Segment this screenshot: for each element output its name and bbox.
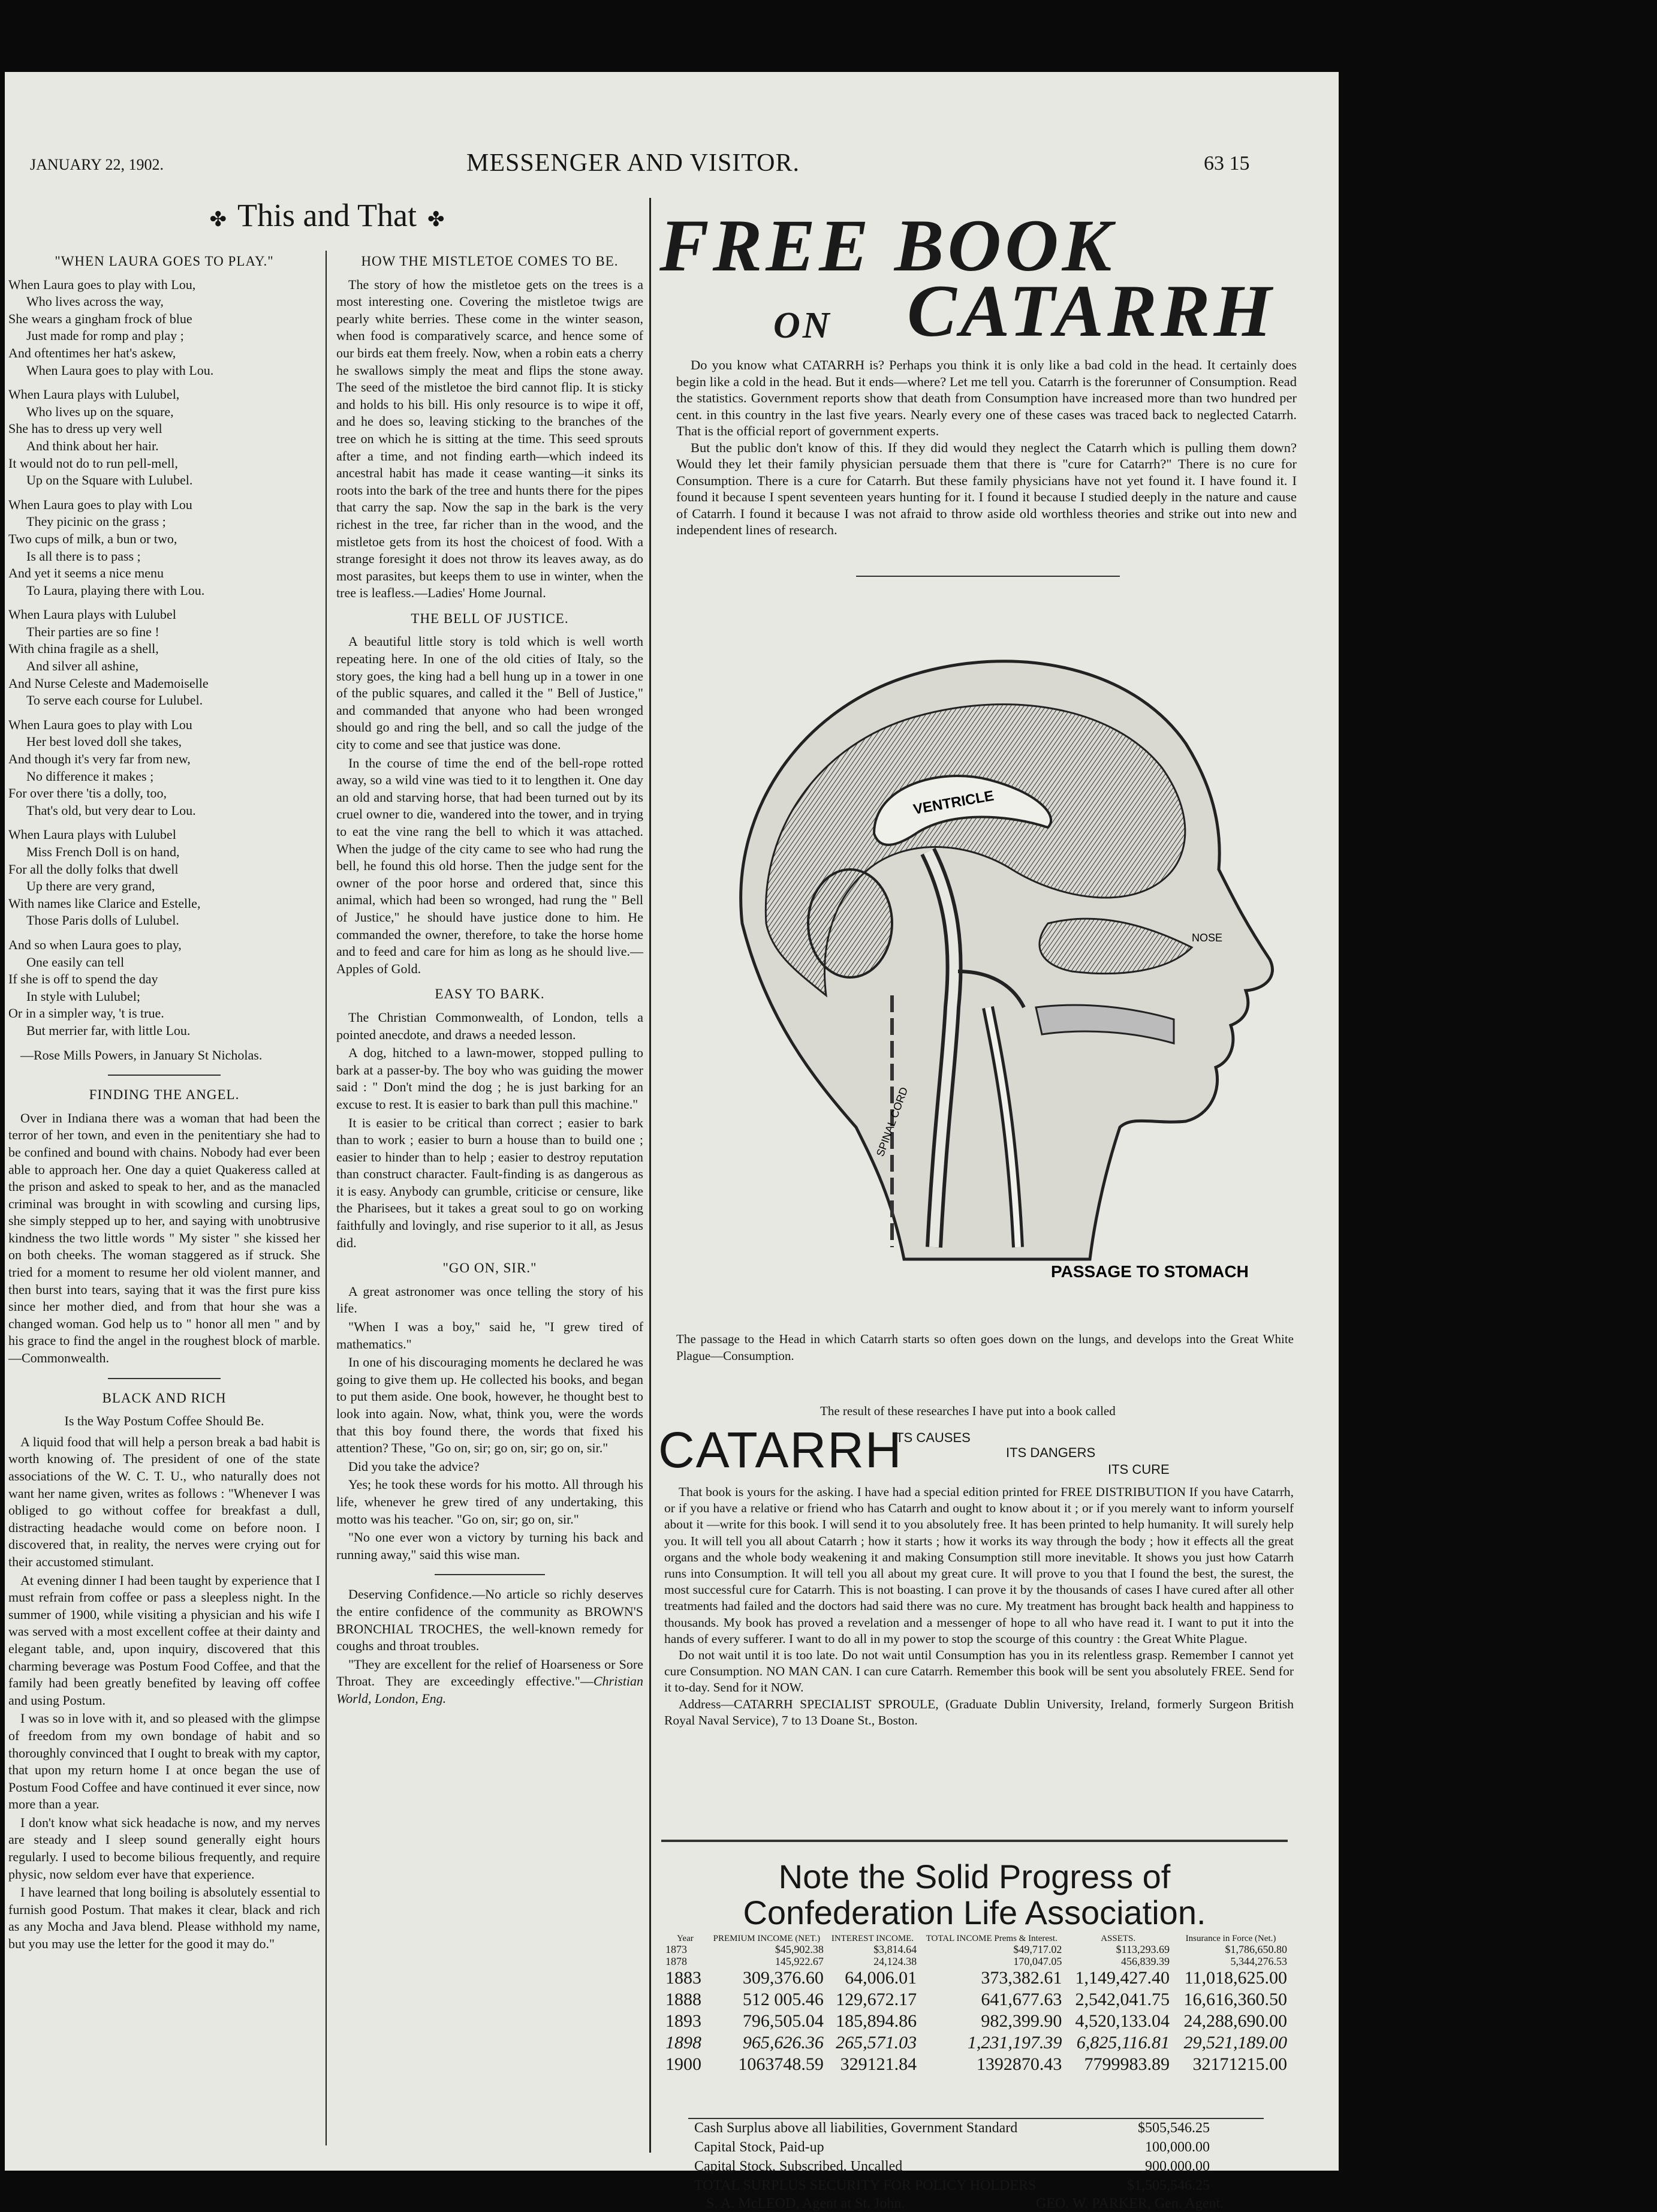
table-header-row (663, 1934, 1290, 1943)
table-cell: 145,922.67 (775, 1955, 824, 1967)
poem-stanza (8, 937, 320, 1040)
table-cell: 1883 (665, 1968, 701, 1988)
book-subtitle: ITS DANGERS (1006, 1445, 1096, 1460)
table-cell: 24,288,690.00 (1183, 2011, 1287, 2031)
poem-stanza (8, 276, 320, 380)
summary-label: Capital Stock, Paid-up (694, 2139, 824, 2155)
table-cell: 170,047.05 (1013, 1955, 1062, 1967)
summary-label: Cash Surplus above all liabilities, Government Standard (694, 2120, 1018, 2136)
go-on-sir-paragraph: Yes; he took these words for his motto. All through his life, whenever he grew tired of any undertaking, this motto was his teacher. "Go on, sir; go on, sir." (336, 1477, 643, 1527)
table-cell: 796,505.04 (742, 2011, 824, 2031)
table-row (663, 1943, 1290, 1955)
label-ventricle: VENTRICLE (912, 787, 995, 818)
poem-line: But merrier far, with little Lou. (26, 1022, 191, 1038)
bell-justice-paragraph: A beautiful little story is told which is well worth repeating here. In one of the old cities of Italy, so the story goes, the king had a bell hung up in a tower in one of the public squares, and called it the " Bell of Justice," and commanded that anyone who had been wronged should go and ring the bell, and so call the judge of the city to come and see that justice was done. (336, 634, 643, 753)
catarrh-intro-paragraph: But the public don't know of this. If they did would they neglect the Catarrh which is pulling them down? Would they let their family physician persuade them that there is "cure for Catarrh?" There is no cure for Consumption. There is a cure for Catarrh. But these family physicians have not yet found it. I have found it. I found it because I spent seventeen years hunting for it. I found it because I studied deeply in the nature and cause of Catarrh. I found it because I was not afraid to throw aside old worthless theories and strike out into new and independent lines of research. (676, 440, 1297, 537)
section-rule (856, 576, 1120, 577)
go-on-sir-paragraph: A great astronomer was once telling the story of his life. (336, 1283, 643, 1316)
go-on-sir-paragraph: In one of his discouraging moments he declared he was going to give them up. He collected his books, and began to put them aside. One book, however, he thought best to look into again. Now, what, think you, were the words that this boy found there, the words that fixed his attention? These, "Go on, sir; go on, sir; go on, sir." (336, 1355, 643, 1456)
column-middle (336, 252, 643, 2159)
poem-line: Just made for romp and play ; (26, 328, 184, 344)
section-rule (108, 1075, 220, 1076)
table-cell: 7799983.89 (1084, 2054, 1170, 2074)
table-cell: 129,672.17 (836, 1990, 917, 2009)
poem-line: With china fragile as a shell, (8, 641, 159, 657)
book-title: CATARRH (658, 1422, 903, 1478)
easy-bark-paragraph: It is easier to be critical than correct ; easier to bark than to work ; easier to burn a house than to build one ; easier to hinder than to help ; easier to destroy reputation than construct character. Fault-finding is as dangerous as it is easy. Anybody can grumble, criticise or censure, like the Pharisees, but it takes a great soul to go on working faithfully and lovingly, and rise superior to it all, as Jesus did. (336, 1115, 643, 1250)
easy-bark-paragraph: A dog, hitched to a lawn-mower, stopped pulling to bark at a passer-by. The boy who was guiding the mower said : " Don't mind the dog ; he is just barking for an excuse to rest. It is easier to bark than pull this machine." (336, 1045, 643, 1112)
summary-list (694, 2120, 1210, 2197)
poem-stanza (8, 826, 320, 929)
table-column-header: INTEREST INCOME. (831, 1934, 914, 1943)
table-cell: 1063748.59 (738, 2054, 824, 2074)
black-rich-paragraph: At evening dinner I had been taught by experience that I must refrain from coffee or pass a sleepless night. In the summer of 1900, while visiting a physician and his wife I was served with a most excellent coffee at their dainty and elegant table, and, upon inquiry, discovered that this charming beverage was Postum Food Coffee, and that the family had been greatly benefited by leaving off coffee and using Postum. (8, 1572, 320, 1708)
poem-line: With names like Clarice and Estelle, (8, 895, 201, 911)
poem-line: One easily can tell (26, 954, 125, 970)
ad-border (661, 1840, 1288, 1842)
poem-line: Miss French Doll is on hand, (26, 844, 180, 859)
table-row (663, 2054, 1290, 2075)
black-rich-title: BLACK AND RICH (102, 1390, 227, 1406)
browns-ad-source: Christian World, London, Eng. (336, 1674, 643, 1706)
poem-line: No difference it makes ; (26, 768, 154, 784)
table-cell: 512 005.46 (742, 1990, 824, 2009)
poem-line: When Laura goes to play with Lou (8, 717, 192, 732)
table-cell: 373,382.61 (981, 1968, 1062, 1988)
table-cell: $45,902.38 (775, 1943, 824, 1955)
table-cell: $49,717.02 (1013, 1943, 1062, 1955)
table-row (663, 2032, 1290, 2054)
illustration-caption: The passage to the Head in which Catarrh starts so often goes down on the lungs, and develops into the Great White Plague—Consumption. (676, 1332, 1294, 1363)
poem-line: If she is off to spend the day (8, 971, 158, 987)
poem-line: And Nurse Celeste and Mademoiselle (8, 675, 209, 691)
table-cell: 1898 (665, 2033, 701, 2053)
table-cell: 1873 (665, 1943, 687, 1955)
go-on-sir-title: "GO ON, SIR." (442, 1260, 537, 1276)
head-anatomy-illustration (676, 588, 1306, 1307)
label-passage-to-stomach: PASSAGE TO STOMACH (1051, 1262, 1249, 1281)
table-cell: 11,018,625.00 (1184, 1968, 1287, 1988)
poem-line: When Laura goes to play with Lou, (8, 276, 196, 292)
summary-value: 900,000.00 (1145, 2159, 1210, 2174)
confederation-title (661, 1859, 1288, 1931)
table-row (663, 1967, 1290, 1989)
go-on-sir-paragraph: "No one ever won a victory by turning his back and running away," said this wise man. (336, 1530, 643, 1562)
poem-line: And yet it seems a nice menu (8, 565, 164, 581)
column-divider (326, 251, 327, 2145)
summary-row (694, 2120, 1210, 2139)
poem-line: When Laura goes to play with Lou. (26, 362, 214, 378)
black-rich-paragraph: A liquid food that will help a person break a bad habit is worth knowing of. The president of one of the state associations of the W. C. T. U., who naturally does not want her name given, writes as follows : "Whenever I was obliged to go without coffee for breakfast a dull, distracting headache would come on before noon. I discovered that, in reality, the nerves were crying out for their accustomed stimulant. (8, 1434, 320, 1569)
table-cell: 2,542,041.75 (1075, 1990, 1170, 2009)
agent-left: S. A. McLEOD, Agent at St. John. (706, 2196, 905, 2211)
table-cell: 1893 (665, 2011, 701, 2031)
table-cell: 456,839.39 (1121, 1955, 1170, 1967)
poem-line: When Laura plays with Lulubel (8, 607, 176, 622)
column-left (8, 252, 320, 2159)
poem-stanza (8, 606, 320, 709)
go-on-sir-paragraph: "When I was a boy," said he, "I grew tired of mathematics." (336, 1319, 643, 1352)
table-column-header: PREMIUM INCOME (NET.) (713, 1934, 821, 1943)
poem-line: It would not do to run pell-mell, (8, 455, 178, 471)
poem-line: Up there are very grand, (26, 878, 155, 894)
poem-title: "WHEN LAURA GOES TO PLAY." (55, 254, 274, 269)
section-title: This and That (237, 197, 417, 233)
poem-line: She has to dress up very well (8, 421, 162, 437)
table-cell: $113,293.69 (1116, 1943, 1170, 1955)
table-cell: $1,786,650.80 (1225, 1943, 1287, 1955)
poem-line: And think about her hair. (26, 438, 159, 453)
easy-bark-title: EASY TO BARK. (435, 986, 545, 1002)
poem-line: Those Paris dolls of Lulubel. (26, 913, 179, 928)
catarrh-body-paragraph: Address—CATARRH SPECIALIST SPROULE, (Graduate Dublin University, Ireland, formerly Surgeon British Royal Naval Service), 7 to 13 Doane St., Boston. (664, 1696, 1294, 1728)
poem-line: Their parties are so fine ! (26, 624, 159, 639)
ad-title-free-book: FREE BOOK (659, 204, 1116, 287)
poem-line: Or in a simpler way, 't is true. (8, 1006, 164, 1021)
browns-ad-quote (336, 1656, 643, 1708)
browns-ad-quote-text: "They are excellent for the relief of Hoarseness or Sore Throat. They are exceedingly effective."— (336, 1656, 643, 1689)
poem-line: They picinic on the grass ; (26, 514, 166, 529)
go-on-sir-paragraph: Did you take the advice? (348, 1458, 480, 1474)
progress-table (663, 1934, 1290, 2075)
catarrh-body-paragraph: That book is yours for the asking. I have had a special edition printed for FREE DISTRIBUTION If you have Catarrh, or if you have a relative or friend who has Catarrh and ought to know about it ; or if you merely want to inform yourself about it —write for this book. I will send it to you absolutely free. It has been printed to help humanity. It will surely help you. It will tell you all about Catarrh ; how it starts ; how it works its way through the body ; how it effects all the great organs and the whole body weakening it and making Consumption still more inevitable. It shows you just how Catarrh runs into Consumption. It will tell you all about my great cure. It will prove to you that I found the best, the surest, the most successful cure for Catarrh. This is not boasting. I can prove it by the thousands of cases I have cured after all other treatments had failed and the doctors had said there was no cure. My treatment has brought back health and happiness to thousands. My book has proved a revelation and a messenger of hope to all who have read it. I want to put it into the hands of every sufferer. I want to do all in my power to stop the scourge of this country : the Great White Plague. (664, 1485, 1294, 1646)
table-row (663, 2011, 1290, 2032)
table-column-header: Year (677, 1934, 694, 1943)
summary-value: $1,505,546.25 (1127, 2178, 1210, 2193)
poem-line: And though it's very far from new, (8, 751, 191, 767)
confederation-title-line: Confederation Life Association. (743, 1894, 1206, 1931)
table-cell: 1392870.43 (976, 2054, 1062, 2074)
summary-row (694, 2139, 1210, 2159)
summary-row (694, 2159, 1210, 2178)
poem-line: When Laura plays with Lulubel (8, 827, 176, 842)
confederation-title-line: Note the Solid Progress of (778, 1858, 1171, 1895)
black-rich-paragraph: I was so in love with it, and so pleased with the glimpse of freedom from my own bondage of habit and so thoroughly convinced that I ought to break with my captor, that upon my return home I at once began the use of Postum Food Coffee and have continued it ever since, now more than a year. (8, 1711, 320, 1812)
agent-right: GEO. W. PARKER, Gen. Agent. (1036, 2196, 1224, 2211)
mistletoe-title: HOW THE MISTLETOE COMES TO BE. (361, 254, 619, 269)
summary-label: TOTAL SURPLUS SECURITY FOR POLICY HOLDERS (694, 2178, 1037, 2193)
summary-value: $505,546.25 (1138, 2120, 1210, 2136)
poem-line: When Laura goes to play with Lou (8, 496, 192, 512)
poem-line: In style with Lulubel; (26, 988, 141, 1004)
table-cell: $3,814.64 (873, 1943, 917, 1955)
poem-line: And oftentimes her hat's askew, (8, 345, 176, 360)
label-nose: NOSE (1192, 932, 1223, 944)
section-rule (435, 1574, 545, 1575)
catarrh-body (664, 1484, 1294, 1729)
table-cell: 6,825,116.81 (1076, 2033, 1170, 2053)
clover-ornament-icon: ✤ (209, 209, 227, 231)
black-rich-paragraph: I have learned that long boiling is absolutely essential to furnish good Postum. That makes it clear, black and rich as any Mocha and Java blend. Please withhold my name, but you may use the letter for the good it may do." (8, 1885, 320, 1952)
book-subtitle: ITS CURE (1108, 1462, 1170, 1477)
table-column-header: TOTAL INCOME Prems & Interest. (926, 1934, 1058, 1943)
book-subtitle: ITS CAUSES (892, 1430, 971, 1445)
poem-line: To Laura, playing there with Lou. (26, 582, 205, 598)
catarrh-body-paragraph: Do not wait until it is too late. Do not wait until Consumption has you in its relentless grasp. Remember I cannot yet cure Consumption. NO MAN CAN. I can cure Catarrh. Remember this book will be sent you absolutely FREE. Send for it to-day. Send for it NOW. (664, 1648, 1294, 1695)
finding-angel-title: FINDING THE ANGEL. (89, 1087, 240, 1103)
bell-justice-title: THE BELL OF JUSTICE. (411, 610, 569, 626)
ad-title-on: ON (773, 305, 832, 346)
poem-line: Is all there is to pass ; (26, 548, 141, 564)
table-cell: 5,344,276.53 (1230, 1955, 1287, 1967)
newspaper-page (5, 72, 1339, 2211)
poem-line: For over there 'tis a dolly, too, (8, 786, 167, 801)
table-column-header: Insurance in Force (Net.) (1185, 1934, 1276, 1943)
table-cell: 1,149,427.40 (1075, 1968, 1170, 1988)
poem-line: Who lives across the way, (26, 294, 164, 309)
finding-angel-text: Over in Indiana there was a woman that had been the terror of her town, and even in the penitentiary she had to be confined and bound with chains. Nobody had ever been able to approach her. One day a quiet Quakeress called at the prison and asked to speak to her, and as the manacled criminal was brought in with scowling and cursing lips, she simply stepped up to her, and saying with unobtrusive kindness the two little words " My sister " she kissed her on both cheeks. The woman staggered as if struck. She tried for a moment to resume her old violent manner, and then burst into tears, saying that it was the first pure kiss since her mother died, and from that hour she was a changed woman. God help us to " honor all men " and by his grace to find the angel in the roughest block of marble.—Commonwealth. (8, 1110, 320, 1366)
poem-credit: —Rose Mills Powers, in January St Nicholas. (20, 1047, 263, 1063)
table-cell: 329121.84 (840, 2054, 917, 2074)
table-cell: 16,616,360.50 (1183, 1990, 1287, 2009)
bell-justice-paragraph: In the course of time the end of the bell-rope rotted away, so a wild vine was tied to it to lengthen it. One day an old and starving horse, that had been turned out by its cruel owner to die, wandered into the tower, and in trying to eat the vine rang the bell to which it was attached. When the judge of the city came to see who had rung the bell, he found this old horse. Then the judge sent for the owner of the poor horse and ordered that, since this animal, which had been so wronged, had rung the " Bell of Justice," he should have justice done to him. He commanded the owner, therefore, to take the horse home and to feed and care for him as long as he should live.—Apples of Gold. (336, 755, 643, 976)
poem-line: Her best loved doll she takes, (26, 734, 182, 750)
poem-line: Up on the Square with Lulubel. (26, 473, 193, 488)
poem-line: When Laura plays with Lulubel, (8, 387, 180, 402)
black-rich-paragraph: I don't know what sick headache is now, and my nerves are steady and I sleep sound generally eight hours regularly. I used to become bilious frequently, and require physic, now seldom ever have that experience. (8, 1814, 320, 1882)
catarrh-intro-paragraph: Do you know what CATARRH is? Perhaps you think it is only like a bad cold in the head. It certainly does begin like a cold in the head. But it ends—where? Let me tell you. Catarrh is the forerunner of Consumption. Read the statistics. Government reports show that death from Consumption have increased more than two hundred per cent. in this country in the last five years. Nearly every one of these cases was traced back to neglected Catarrh. That is the official report of government experts. (676, 357, 1297, 438)
label-spinal-cord: SPINAL CORD (873, 1085, 911, 1158)
table-cell: 1888 (665, 1990, 701, 2009)
table-cell: 32171215.00 (1192, 2054, 1287, 2074)
poem-line: Who lives up on the square, (26, 404, 174, 419)
table-rule (688, 2118, 1264, 2119)
poem-stanza (8, 496, 320, 600)
table-cell: 64,006.01 (845, 1968, 917, 1988)
table-cell: 185,894.86 (836, 2011, 917, 2031)
section-header (5, 197, 649, 234)
table-cell: 1900 (665, 2054, 701, 2074)
issue-date: JANUARY 22, 1902. (30, 156, 164, 173)
poem-line: She wears a gingham frock of blue (8, 311, 192, 326)
poem-line: Two cups of milk, a bun or two, (8, 531, 177, 546)
result-line: The result of these researches I have put into a book called (820, 1404, 1116, 1418)
summary-row (694, 2178, 1210, 2197)
table-cell: 24,124.38 (873, 1955, 917, 1967)
poem-line: And so when Laura goes to play, (8, 937, 182, 952)
summary-label: Capital Stock, Subscribed, Uncalled (694, 2159, 903, 2174)
mistletoe-text: The story of how the mistletoe gets on the trees is a most interesting one. Covering the mistletoe twigs are pearly white berries. These come in the winter season, when food is comparatively scarce, and hence some of our birds eat them freely. Now, when a robin eats a cherry he swallows simply the meat and flips the stone away. The seed of the mistletoe the bird cannot flip. It is sticky and holds to his bill. His only resource is to wipe it off, and he does so, leaving sticking to the branches of the tree on which he is sitting at the time. This seed sprouts after a time, and not finding earth—which indeed its ancestral habit has made it cease wanting—it sinks its roots into the bark of the tree and hunts there for the pipes that carry the sap. Now the sap in the bark is the very richest in the tree, far richer than in the wood, and the mistletoe gets from its host the choicest of food. With a strange foresight it does not throw its leaves away, as do most parasites, but keeps them to use in winter, when the tree is leafless.—Ladies' Home Journal. (336, 276, 643, 601)
section-rule (108, 1378, 220, 1379)
table-column-header: ASSETS. (1101, 1934, 1136, 1943)
table-cell: 965,626.36 (742, 2033, 824, 2053)
table-cell: 4,520,133.04 (1075, 2011, 1170, 2031)
table-cell: 1878 (665, 1955, 687, 1967)
black-rich-subtitle: Is the Way Postum Coffee Should Be. (64, 1413, 264, 1429)
table-row (663, 1989, 1290, 2011)
poem-line: That's old, but very dear to Lou. (26, 802, 196, 818)
table-cell: 265,571.03 (836, 2033, 917, 2053)
ad-title-catarrh: CATARRH (907, 270, 1276, 352)
poem-line: And silver all ashine, (26, 658, 138, 674)
catarrh-intro (676, 357, 1297, 538)
table-cell: 1,231,197.39 (967, 2033, 1062, 2053)
poem-stanza (8, 386, 320, 489)
paper-name: MESSENGER AND VISITOR. (466, 149, 800, 177)
poem-stanza (8, 717, 320, 820)
poem-line: To serve each course for Lulubel. (26, 693, 203, 708)
poem-line: For all the dolly folks that dwell (8, 861, 179, 877)
browns-ad-text: Deserving Confidence.—No article so richly deserves the entire confidence of the community as BROWN'S BRONCHIAL TROCHES, the well-known remedy for coughs and throat troubles. (336, 1587, 643, 1654)
easy-bark-paragraph: The Christian Commonwealth, of London, tells a pointed anecdote, and draws a needed lesson. (336, 1009, 643, 1042)
page-number: 63 15 (1204, 152, 1250, 174)
table-cell: 982,399.90 (981, 2011, 1062, 2031)
clover-ornament-icon: ✤ (427, 209, 445, 231)
summary-value: 100,000.00 (1145, 2139, 1210, 2155)
poem (8, 276, 320, 1040)
column-divider (649, 198, 651, 2153)
table-cell: 641,677.63 (981, 1990, 1062, 2009)
table-cell: 309,376.60 (742, 1968, 824, 1988)
table-cell: 29,521,189.00 (1183, 2033, 1287, 2053)
table-row (663, 1955, 1290, 1967)
